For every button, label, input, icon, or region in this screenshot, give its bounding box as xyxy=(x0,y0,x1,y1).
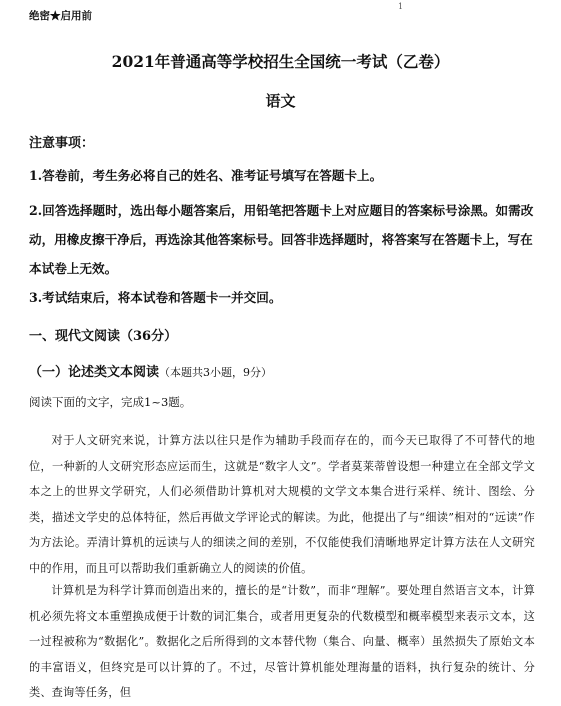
section-title: 一、现代文阅读（36分） xyxy=(29,329,178,344)
exam-title: 2021年普通高等学校招生全国统一考试（乙卷） xyxy=(111,52,450,71)
secret-label: 绝密★启用前 xyxy=(29,10,92,22)
reading-paragraph-1: 对于人文研究来说，计算方法以往只是作为辅助手段而存在的，而今天已取得了不可替代的地位，一种新的人文研究形态应运而生，这就是“数字人文”。学者莫莱蒂曾设想一种建立在全部文学文本之上的世界文学研究，人们必须借助计算机对大规模的文学文本集合进行采样、统计、图绘、分类，描述文学史的总体特征，然后再做文学评论式的解读。为此，他提出了与“细读”相对的“远读”作为方法论。弄清计算机的远读与人的细读之间的差别，不仅能使我们清晰地界定计算方法在人文研究中的作用，而且可以帮助我们重新确立人的阅读的价值。 xyxy=(29,434,535,575)
note-item-3: 3.考试结束后，将本试卷和答题卡一并交回。 xyxy=(29,290,282,305)
note-item-1: 1.答卷前，考生务必将自己的姓名、准考证号填写在答题卡上。 xyxy=(29,168,383,183)
subsection-title xyxy=(29,361,272,380)
notes-heading: 注意事项： xyxy=(29,136,95,151)
reading-instruction: 阅读下面的文字，完成1~3题。 xyxy=(29,395,192,409)
page-number-mark: 1 xyxy=(398,2,404,11)
subject-title: 语文 xyxy=(265,92,296,110)
subsection-note: （本题共3小题，9分） xyxy=(159,366,273,379)
note-item-2: 2.回答选择题时，选出每小题答案后，用铅笔把答题卡上对应题目的答案标号涂黑。如需改动，用橡皮擦干净后，再选涂其他答案标号。回答非选择题时，将答案写在答题卡上，写在本试卷上无效。 xyxy=(29,203,534,276)
subsection-heading: （一）论述类文本阅读 xyxy=(29,365,160,380)
reading-paragraph-2: 计算机是为科学计算而创造出来的，擅长的是“计数”，而非“理解”。要处理自然语言文本，计算机必须先将文本重塑换成便于计数的词汇集合，或者用更复杂的代数模型和概率模型来表示文本，这一过程被称为“数据化”。数据化之后所得到的文本替代物（集合、向量、概率）虽然损失了原始文本的丰富语义，但终究是可以计算的了。不过，尽管计算机能处理海量的语料，执行复杂的统计、分类、查询等任务，但 xyxy=(29,584,535,699)
